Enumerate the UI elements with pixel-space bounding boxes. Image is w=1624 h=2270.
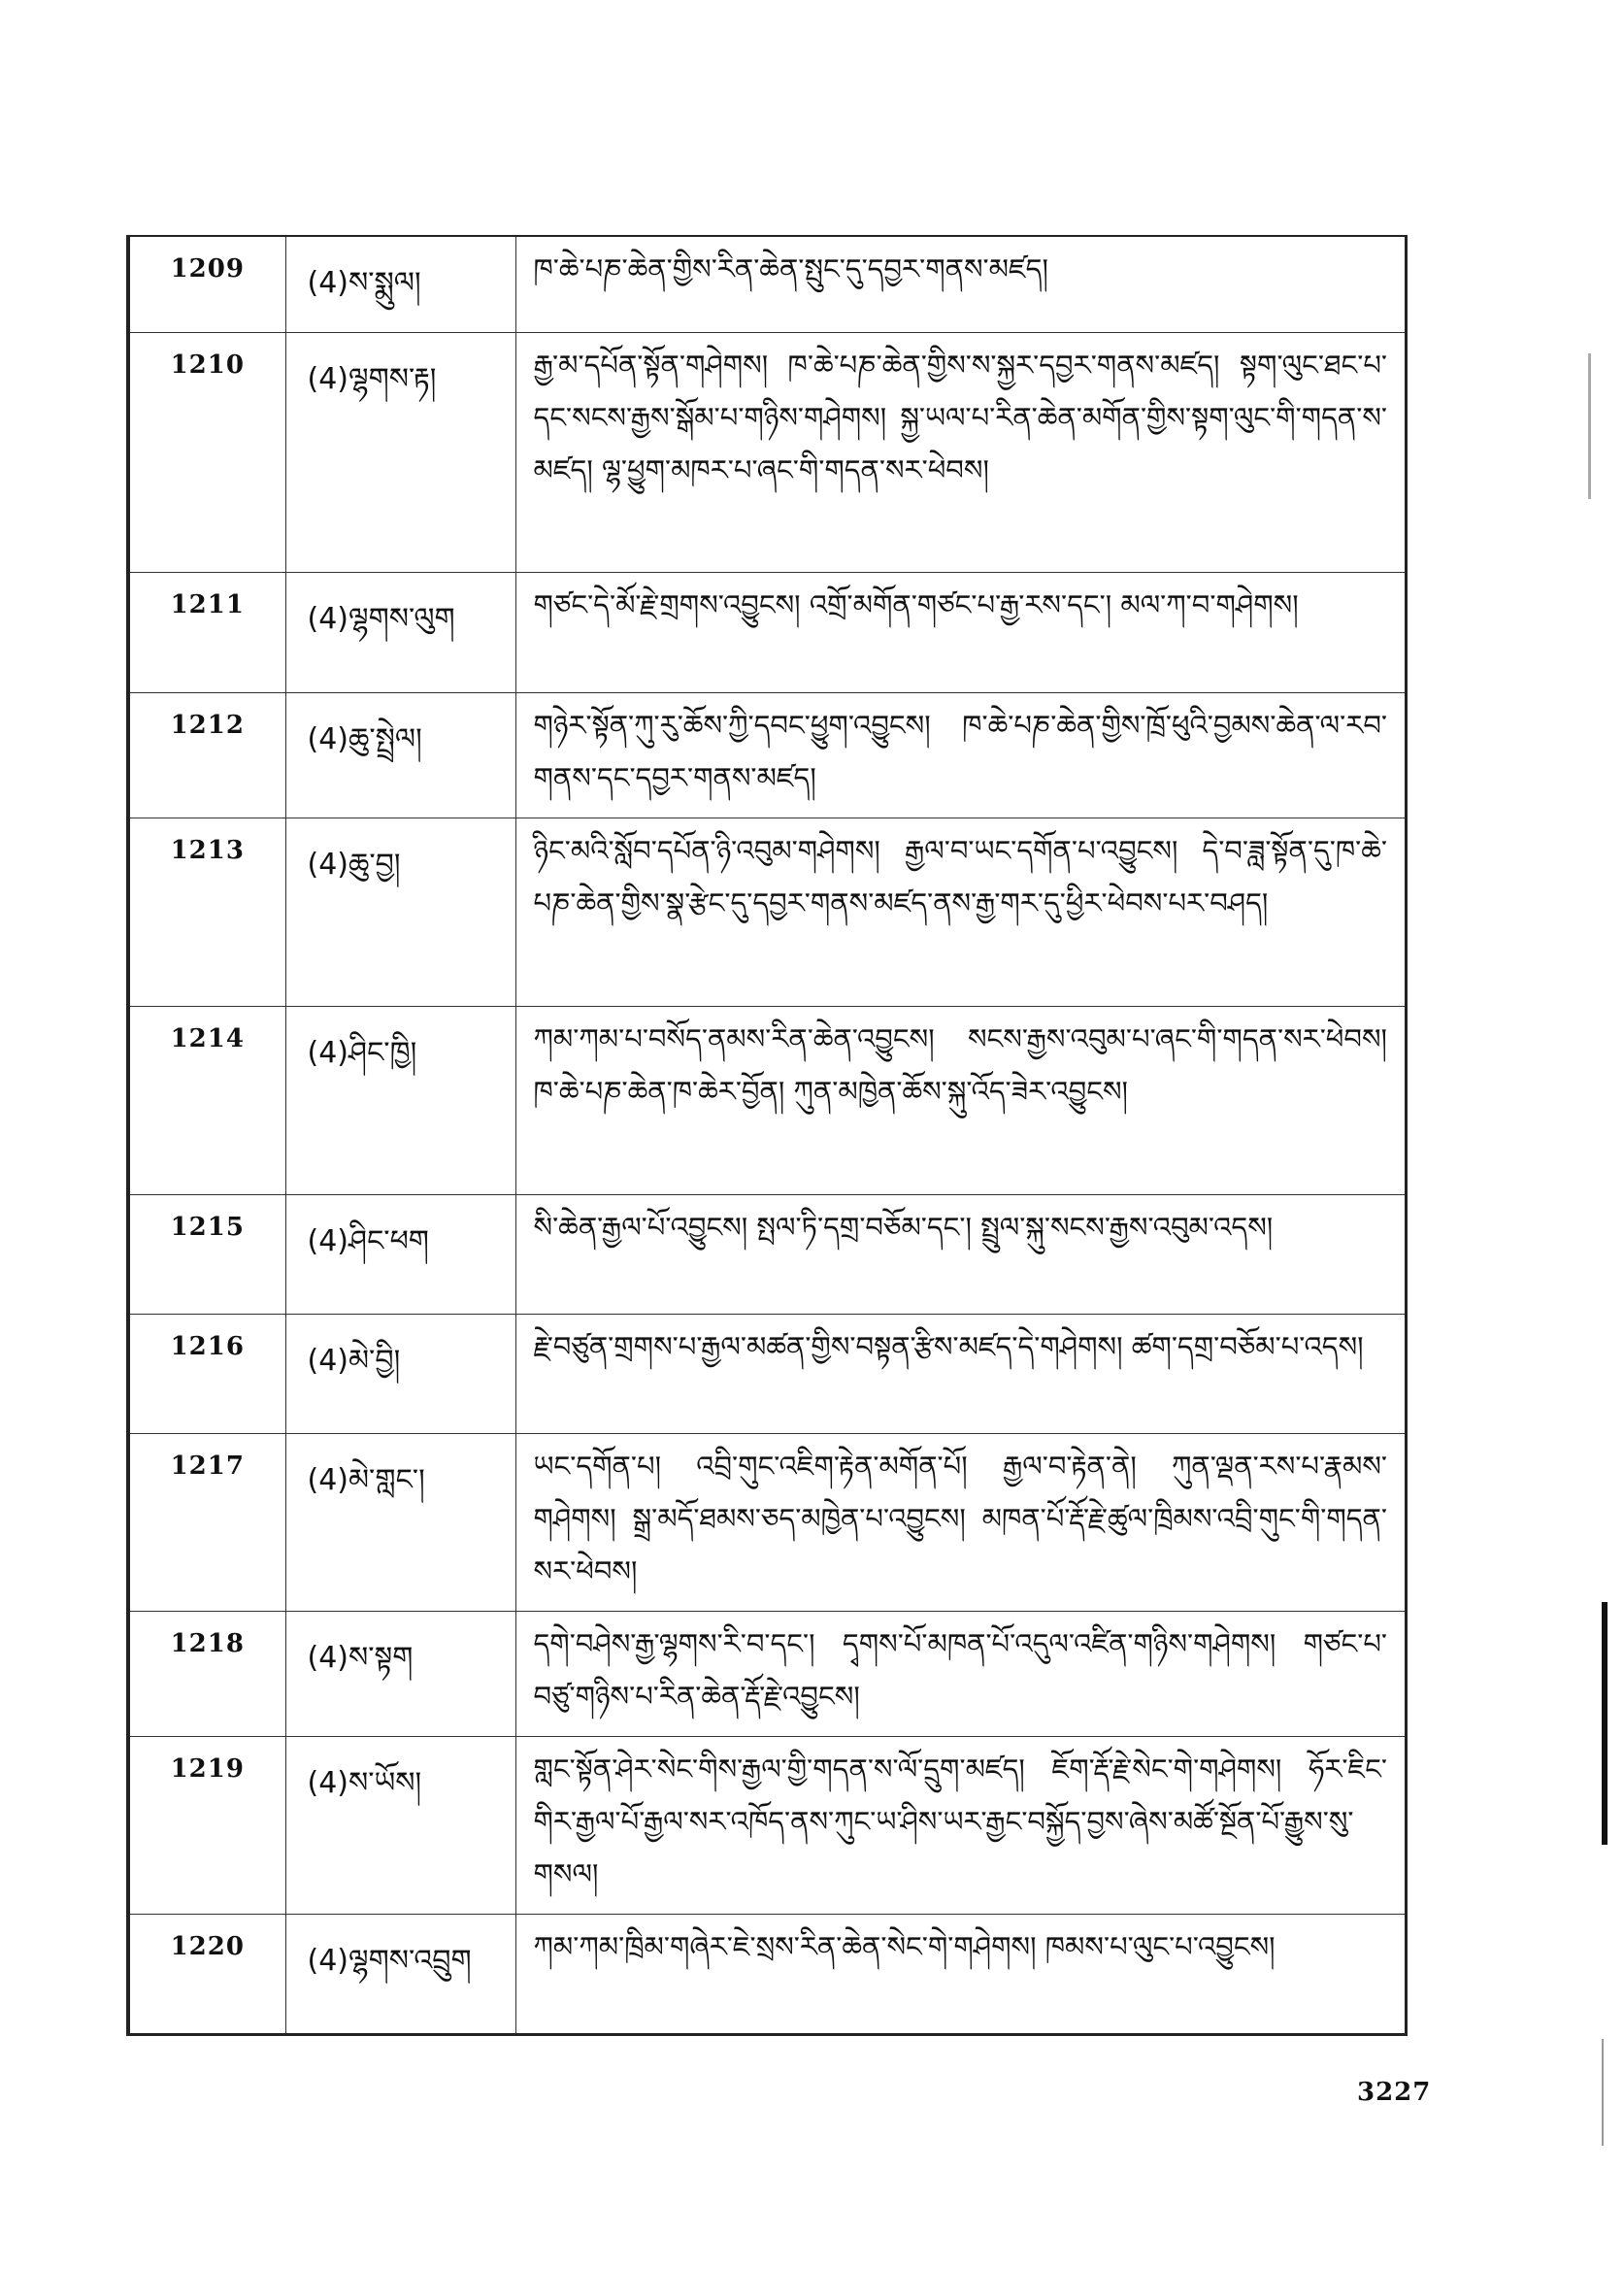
entry-year-name: (4)ལྷགས་ལུག: [285, 573, 515, 693]
table-row: [128, 1315, 1407, 1434]
entry-number: 1217: [128, 1434, 285, 1612]
chronology-table: [126, 235, 1408, 2036]
entry-number: 1212: [128, 693, 285, 818]
table-row: [128, 1612, 1407, 1737]
table-row: [128, 333, 1407, 573]
entry-number: 1209: [128, 236, 285, 333]
table-row: [128, 693, 1407, 818]
entry-year-name: (4)ཤིང་ཕག: [285, 1195, 515, 1315]
table-row: [128, 1434, 1407, 1612]
page-number: 3227: [1357, 2078, 1432, 2107]
entry-description: གླང་སྟོན་ཤེར་སེང་གིས་རྒྱལ་གྱི་གདན་ས་ལོ་དྲུག་མཛད། ཇོག་རྡོ་རྗེ་སེང་གེ་གཤེགས། ཧོར་ཇིང་གིར་རྒྱལ་པོ་རྒྱལ་སར་འཁོད་ནས་ཀུང་ཡ་ཤིས་ཡར་རྒྱང་བསྐྱོད་བྱས་ཞེས་མཚོ་སྔོན་པོ་རྒྱུས་སུ་གསལ།: [515, 1737, 1407, 1915]
entry-description: ཁ་ཆེ་པཎ་ཆེན་གྱིས་རིན་ཆེན་སྤུང་དུ་དབྱར་གནས་མཛད།: [515, 236, 1407, 333]
entry-year-name: (4)མེ་གླང་།: [285, 1434, 515, 1612]
entry-year-name: (4)མེ་བྱི།: [285, 1315, 515, 1434]
entry-number: 1211: [128, 573, 285, 693]
entry-number: 1218: [128, 1612, 285, 1737]
entry-number: 1216: [128, 1315, 285, 1434]
entry-year-name: (4)ཤིང་ཁྱི།: [285, 1007, 515, 1195]
scan-edge-mark: [1602, 2039, 1604, 2146]
table-row: [128, 1195, 1407, 1315]
entry-number: 1210: [128, 333, 285, 573]
entry-year-name: (4)ལྷགས་འབྲུག: [285, 1915, 515, 2035]
table-row: [128, 1915, 1407, 2035]
entry-number: 1213: [128, 818, 285, 1007]
entry-description: ཀམ་ཀམ་ཁྲིམ་གཞེར་ཇེ་སྲས་རིན་ཆེན་སེང་གེ་གཤེགས། ཁམས་པ་ལུང་པ་འབྱུངས།: [515, 1915, 1407, 2035]
entry-number: 1215: [128, 1195, 285, 1315]
entry-year-name: (4)ཆུ་བྱ།: [285, 818, 515, 1007]
entry-description: རྗེ་བཙུན་གྲགས་པ་རྒྱལ་མཚན་གྱིས་བསྟན་རྩིས་མཛད་དེ་གཤེགས། ཚག་དགྲ་བཅོམ་པ་འདས།: [515, 1315, 1407, 1434]
entry-description: དགེ་བཤེས་རྒྱ་ལྷགས་རི་བ་དང་། དྭགས་པོ་མཁན་པོ་འདུལ་འཛིན་གཉིས་གཤེགས། གཙང་པ་བཙུ་གཉིས་པ་རིན་ཆེན་རྡོ་རྗེ་འབྱུངས།: [515, 1612, 1407, 1737]
entry-description: སི་ཆེན་རྒྱལ་པོ་འབྱུངས། སྤལ་ཏི་དགྲ་བཅོམ་དང་། སྤྲུལ་སྐུ་སངས་རྒྱས་འབུམ་འདས།: [515, 1195, 1407, 1315]
table-row: [128, 818, 1407, 1007]
table-row: [128, 236, 1407, 333]
entry-number: 1219: [128, 1737, 285, 1915]
entry-description: གཉེར་སྟོན་ཀུ་རུ་ཆོས་ཀྱི་དབང་ཕྱུག་འབྱུངས། ཁ་ཆེ་པཎ་ཆེན་གྱིས་ཁྲོ་ཕུའི་བྱམས་ཆེན་ལ་རབ་གནས་དང་དབྱར་གནས་མཛད།: [515, 693, 1407, 818]
table-row: [128, 573, 1407, 693]
entry-year-name: (4)ལྷགས་རྟ།: [285, 333, 515, 573]
scan-edge-mark: [1588, 353, 1591, 499]
table-row: [128, 1007, 1407, 1195]
entry-description: རྒྱ་མ་དཔོན་སྟོན་གཤེགས། ཁ་ཆེ་པཎ་ཆེན་གྱིས་ས་སྐྱར་དབྱར་གནས་མཛད། སྟག་ལུང་ཐང་པ་དང་སངས་རྒྱས་སྒོམ་པ་གཉིས་གཤེགས། སྐྱ་ཡལ་པ་རིན་ཆེན་མགོན་གྱིས་སྟག་ལུང་གི་གདན་ས་མཛད། ལྷ་ཕྱུག་མཁར་པ་ཞང་གི་གདན་སར་ཕེབས།: [515, 333, 1407, 573]
entry-number: 1220: [128, 1915, 285, 2035]
entry-description: གཙང་དེ་མོ་རྗེ་གྲགས་འབྱུངས། འགྲོ་མགོན་གཙང་པ་རྒྱ་རས་དང་། མལ་ཀ་བ་གཤེགས།: [515, 573, 1407, 693]
entry-year-name: (4)ས་ཡོས།: [285, 1737, 515, 1915]
entry-description: ཡང་དགོན་པ། འབྲི་གུང་འཇིག་རྟེན་མགོན་པོ། རྒྱལ་བ་རྟེན་ནེ། ཀུན་ལྡན་རས་པ་རྣམས་གཤེགས། སྒྲ་མདོ་ཐམས་ཅད་མཁྱེན་པ་འབྱུངས། མཁན་པོ་རྡོ་རྗེ་ཚུལ་ཁྲིམས་འབྲི་གུང་གི་གདན་སར་ཕེབས།: [515, 1434, 1407, 1612]
table-row: [128, 1737, 1407, 1915]
entry-description: ཉིང་མའི་སློབ་དཔོན་ཉི་འབུམ་གཤེགས། རྒྱལ་བ་ཡང་དགོན་པ་འབྱུངས། དེ་བ་ཟླ་སྟོན་དུ་ཁ་ཆེ་པཎ་ཆེན་གྱིས་སྣ་རྩེང་དུ་དབྱར་གནས་མཛད་ནས་རྒྱ་གར་དུ་ཕྱིར་ཕེབས་པར་བཤད།: [515, 818, 1407, 1007]
entry-year-name: (4)ས་སྟག: [285, 1612, 515, 1737]
entry-year-name: (4)ཆུ་སྤྲེལ།: [285, 693, 515, 818]
scan-edge-mark: [1602, 1602, 1607, 1845]
entry-year-name: (4)ས་སྨུལ།: [285, 236, 515, 333]
entry-number: 1214: [128, 1007, 285, 1195]
entry-description: ཀམ་ཀམ་པ་བསོད་ནམས་རིན་ཆེན་འབྱུངས། སངས་རྒྱས་འབུམ་པ་ཞང་གི་གདན་སར་ཕེབས། ཁ་ཆེ་པཎ་ཆེན་ཁ་ཆེར་བྱོན། ཀུན་མཁྱེན་ཆོས་སྐུ་འོད་ཟེར་འབྱུངས།: [515, 1007, 1407, 1195]
